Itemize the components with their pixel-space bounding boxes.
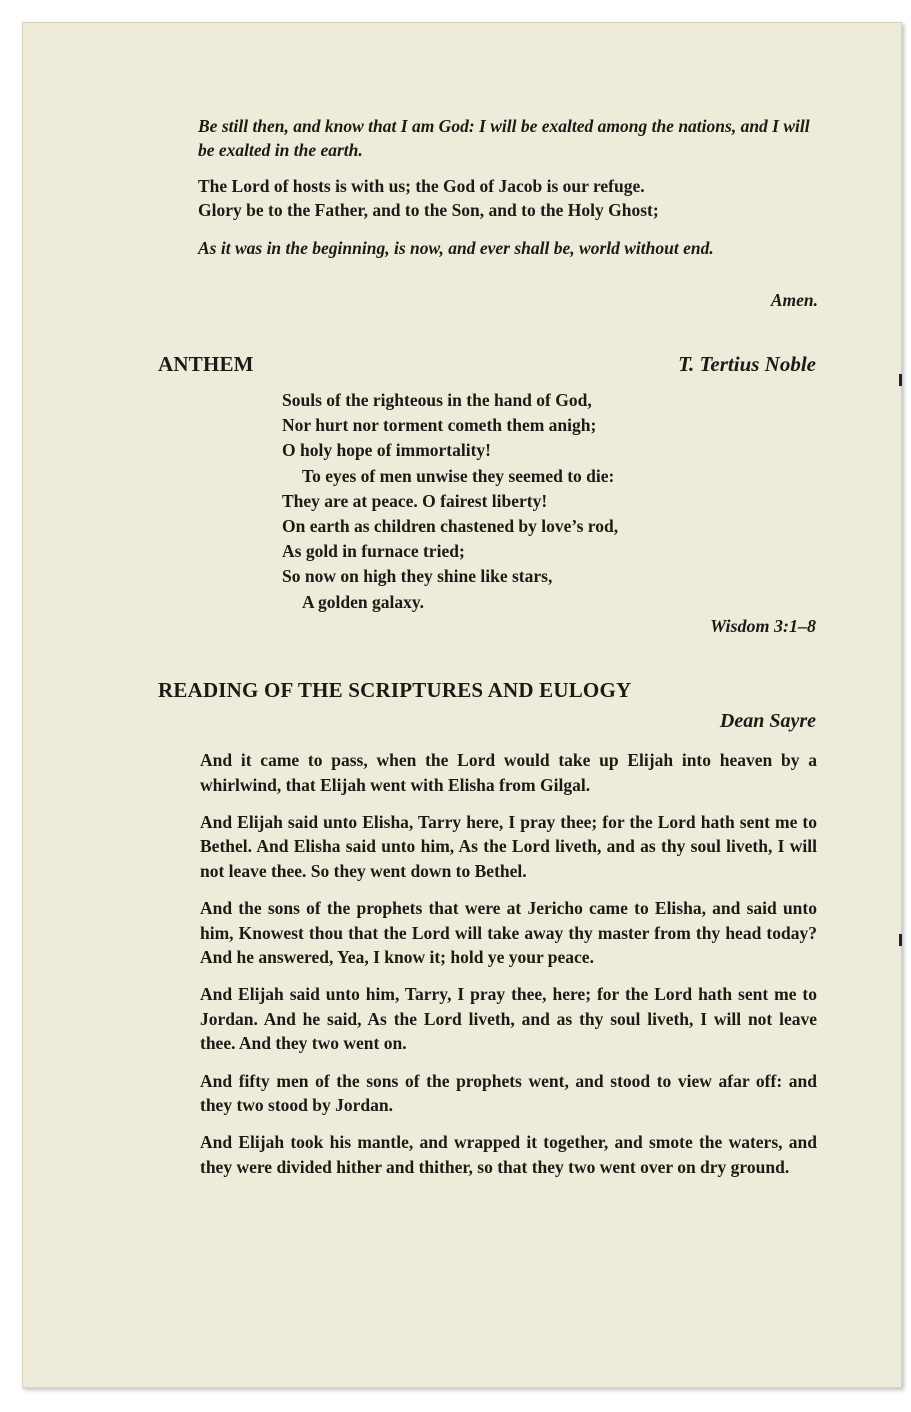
scripture-paragraph: And fifty men of the sons of the prophets went, and stood to view afar off: and they two stood by Jordan. [200, 1070, 817, 1116]
anthem-text [282, 388, 822, 615]
scripture-paragraph: And it came to pass, when the Lord would take up Elijah into heaven by a whirlwind, that Elijah went with Elisha from Gilgal. [200, 750, 817, 795]
page-content [22, 22, 902, 1388]
opening-verse-3: Glory be to the Father, and to the Son, and to the Holy Ghost; [198, 200, 659, 220]
reading-speaker: Dean Sayre [719, 710, 816, 732]
poem-line: Souls of the righteous in the hand of God, [282, 390, 592, 410]
scripture-paragraph: And Elijah said unto Elisha, Tarry here, I pray thee; for the Lord hath sent me to Bethel. And Elisha said unto him, As the Lord liveth, and as thy soul liveth, I will not leave thee. So they went down to Bethel. [200, 811, 817, 881]
scripture-text [200, 748, 817, 1192]
scripture-paragraph: And Elijah took his mantle, and wrapped it together, and smote the waters, and they were divided hither and thither, so that they two went over on dry ground. [200, 1132, 817, 1177]
poem-line: So now on high they shine like stars, [282, 566, 553, 587]
poem-line: A golden galaxy. [302, 591, 425, 612]
binding-mark [899, 374, 902, 386]
reading-heading: READING OF THE SCRIPTURES AND EULOGY [158, 678, 632, 702]
poem-line: They are at peace. O fairest liberty! [282, 490, 548, 511]
anthem-composer: T. Tertius Noble [678, 352, 816, 376]
poem-line: Nor hurt nor torment cometh them anigh; [282, 415, 597, 436]
poem-line: O holy hope of immortality! [282, 440, 492, 461]
opening-verse-1: Be still then, and know that I am God: I will be exalted among the nations, and I will be exalted in the earth. [198, 116, 810, 160]
anthem-citation: Wisdom 3:1–8 [710, 616, 816, 636]
scripture-paragraph: And Elijah said unto him, Tarry, I pray thee, here; for the Lord hath sent me to Jordan. And he said, As the Lord liveth, and as thy soul liveth, I will not leave thee. And they two went on. [200, 984, 817, 1054]
amen-line: Amen. [770, 290, 818, 310]
anthem-heading: ANTHEM [158, 352, 254, 376]
poem-line: As gold in furnace tried; [282, 541, 465, 562]
binding-mark [899, 934, 902, 946]
opening-verse-2: The Lord of hosts is with us; the God of Jacob is our refuge. [198, 176, 645, 196]
program-page [22, 22, 902, 1388]
scripture-paragraph: And the sons of the prophets that were at Jericho came to Elisha, and said unto him, Knowest thou that the Lord will take away thy master from thy head today? And he answered, Yea, I know it; hold ye your peace. [200, 897, 817, 968]
poem-line: To eyes of men unwise they seemed to die: [302, 465, 615, 486]
opening-verse-4: As it was in the beginning, is now, and ever shall be, world without end. [198, 238, 714, 258]
poem-line: On earth as children chastened by love’s rod, [282, 516, 619, 537]
